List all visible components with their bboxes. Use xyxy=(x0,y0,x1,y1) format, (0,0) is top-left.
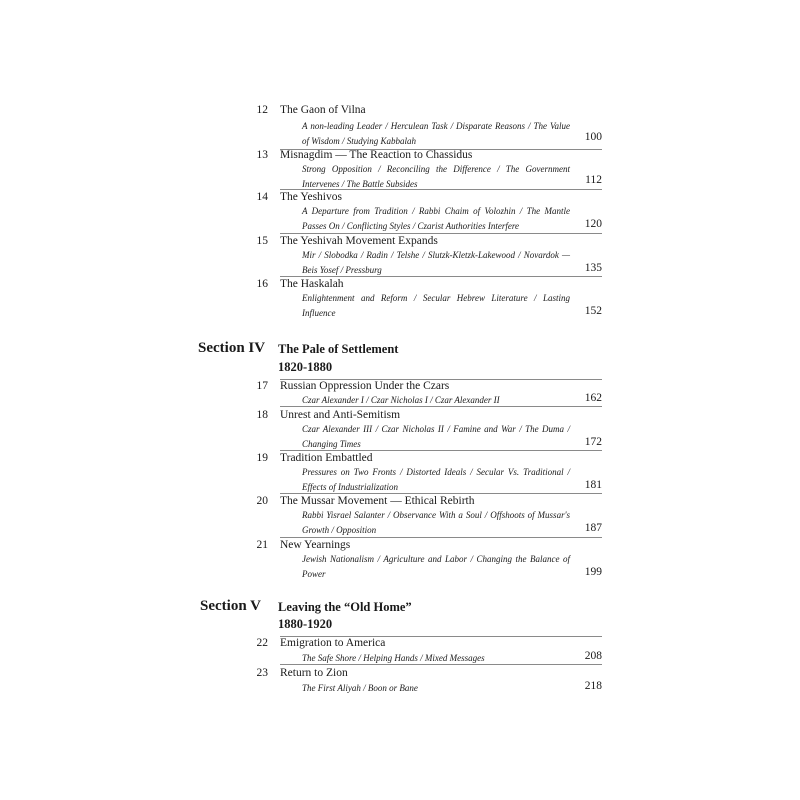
chapter-page-number: 187 xyxy=(584,522,602,534)
section-label: Section V xyxy=(200,598,261,614)
entry-divider xyxy=(280,664,602,665)
section-title: Leaving the “Old Home” xyxy=(278,600,412,614)
chapter-subtitle: Jewish Nationalism / Agriculture and Labor / Changing the Balance of Power xyxy=(302,554,570,579)
chapter-page-number: 208 xyxy=(584,650,602,662)
chapter-number: 12 xyxy=(256,104,268,116)
chapter-number: 23 xyxy=(256,667,268,679)
entry-divider xyxy=(280,189,602,190)
chapter-subtitle: Czar Alexander III / Czar Nicholas II / Famine and War / The Duma / Changing Times xyxy=(302,424,570,449)
chapter-number: 14 xyxy=(256,191,268,203)
chapter-subtitle: The Safe Shore / Helping Hands / Mixed Messages xyxy=(302,653,485,663)
chapter-page-number: 199 xyxy=(584,566,602,578)
chapter-title: The Yeshivah Movement Expands xyxy=(280,235,438,247)
chapter-subtitle: Strong Opposition / Reconciling the Difference / The Government Intervenes / The Battle Subsides xyxy=(302,164,570,189)
chapter-subtitle: A non-leading Leader / Herculean Task / Disparate Reasons / The Value of Wisdom / Studying Kabbalah xyxy=(302,121,570,146)
chapter-number: 22 xyxy=(256,637,268,649)
chapter-page-number: 135 xyxy=(584,262,602,274)
chapter-page-number: 172 xyxy=(584,436,602,448)
chapter-subtitle: Rabbi Yisrael Salanter / Observance With a Soul / Offshoots of Mussar's Growth / Opposition xyxy=(302,510,570,535)
chapter-title: Misnagdim — The Reaction to Chassidus xyxy=(280,149,473,161)
section-label: Section IV xyxy=(198,340,266,356)
chapter-number: 19 xyxy=(256,452,268,464)
chapter-title: The Mussar Movement — Ethical Rebirth xyxy=(280,495,475,507)
chapter-page-number: 112 xyxy=(585,174,602,186)
chapter-subtitle: Enlightenment and Reform / Secular Hebrew Literature / Lasting Influence xyxy=(302,293,570,318)
entry-divider xyxy=(280,493,602,494)
chapter-number: 17 xyxy=(256,380,268,392)
chapter-number: 13 xyxy=(256,149,268,161)
entry-divider xyxy=(280,450,602,451)
chapter-subtitle: Mir / Slobodka / Radin / Telshe / Slutzk-Kletzk-Lakewood / Novardok — Beis Yosef / Pressburg xyxy=(302,250,570,275)
chapter-page-number: 162 xyxy=(584,392,602,404)
entry-divider xyxy=(280,233,602,234)
chapter-subtitle: The First Aliyah / Boon or Bane xyxy=(302,683,418,693)
chapter-page-number: 218 xyxy=(584,680,602,692)
chapter-page-number: 100 xyxy=(584,131,602,143)
chapter-subtitle: A Departure from Tradition / Rabbi Chaim of Volozhin / The Mantle Passes On / Conflicting Styles / Czarist Authorities Interfere xyxy=(302,206,570,231)
chapter-number: 21 xyxy=(256,539,268,551)
chapter-title: Russian Oppression Under the Czars xyxy=(280,380,450,392)
chapter-page-number: 181 xyxy=(584,479,602,491)
entry-divider xyxy=(280,276,602,277)
chapter-title: Emigration to America xyxy=(280,637,386,649)
entry-divider xyxy=(280,406,602,407)
section-years: 1880-1920 xyxy=(278,617,333,631)
chapter-number: 20 xyxy=(256,495,268,507)
chapter-title: The Haskalah xyxy=(280,278,344,290)
section-title: The Pale of Settlement xyxy=(278,342,399,356)
chapter-title: Unrest and Anti-Semitism xyxy=(280,409,401,421)
chapter-page-number: 120 xyxy=(584,218,602,230)
chapter-number: 16 xyxy=(256,278,268,290)
chapter-title: The Gaon of Vilna xyxy=(280,104,366,116)
section-years: 1820-1880 xyxy=(278,360,333,374)
chapter-page-number: 152 xyxy=(584,305,602,317)
chapter-title: Return to Zion xyxy=(280,667,348,679)
chapter-title: Tradition Embattled xyxy=(280,452,373,464)
chapter-number: 15 xyxy=(256,235,268,247)
chapter-subtitle: Pressures on Two Fronts / Distorted Ideals / Secular Vs. Traditional / Effects of Industrialization xyxy=(302,467,570,492)
chapter-subtitle: Czar Alexander I / Czar Nicholas I / Czar Alexander II xyxy=(302,395,500,405)
entry-divider xyxy=(280,537,602,538)
chapter-title: New Yearnings xyxy=(280,539,351,551)
chapter-number: 18 xyxy=(256,409,268,421)
chapter-title: The Yeshivos xyxy=(280,191,342,203)
